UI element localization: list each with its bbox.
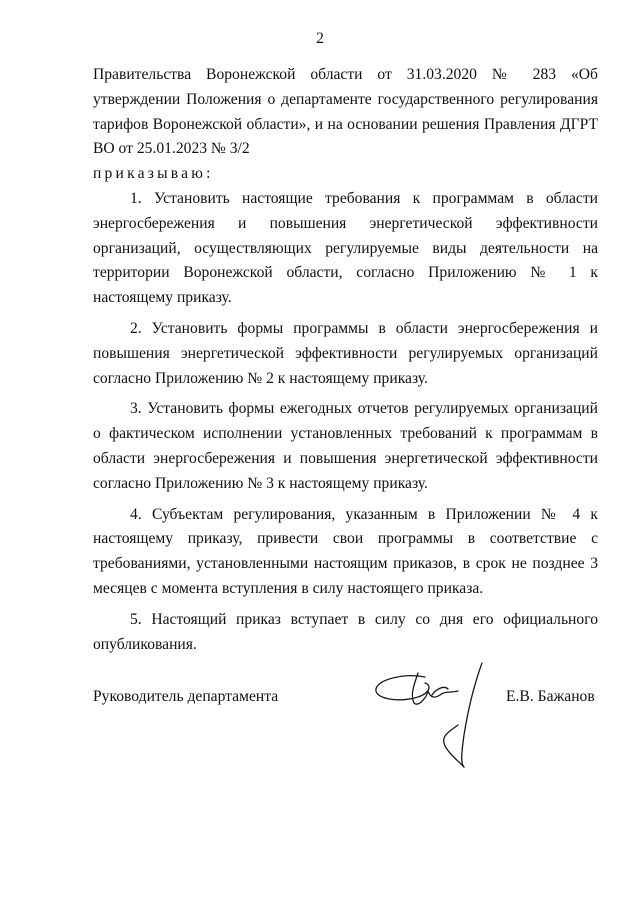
page-number: 2 (316, 30, 324, 47)
signatory-role: Руководитель департамента (93, 688, 279, 705)
handwritten-signature (370, 655, 500, 770)
list-item-5: 5. Настоящий приказ вступает в силу со дня его официального опубликования. (93, 610, 598, 653)
list-item-3: 3. Установить формы ежегодных отчетов регулируемых организаций о фактическом исполнении установленных требований к программам в области энергосбережения и повышения энергетической эффективности согласно Приложению № 3 к настоящему приказу. (93, 400, 598, 492)
document-body (93, 63, 598, 657)
list-item-2: 2. Установить формы программы в области энергосбережения и повышения энергетической эффективности регулируемых организаций согласно Приложению № 2 к настоящему приказу. (93, 319, 598, 387)
order-word: приказываю: (93, 165, 214, 183)
signatory-name: Е.В. Бажанов (506, 688, 595, 705)
list-item-1: 1. Установить настоящие требования к программам в области энергосбережения и повышения энергетической эффективности организаций, осуществляющих регулируемые виды деятельности на территории Воронежской области, согласно Приложению № 1 к настоящему приказу. (93, 189, 598, 307)
list-item-4: 4. Субъектам регулирования, указанным в Приложении № 4 к настоящему приказу, привести свои программы в соответствие с требованиями, установленными настоящим приказов, в срок не позднее 3 месяцев с момента вступления в силу настоящего приказа. (93, 505, 598, 597)
intro-paragraph: Правительства Воронежской области от 31.03.2020 № 283 «Об утверждении Положения о департаменте государственного регулирования тарифов Воронежской области», и на основании решения Правления ДГРТ ВО от 25.01.2023 № 3/2 (93, 66, 598, 158)
